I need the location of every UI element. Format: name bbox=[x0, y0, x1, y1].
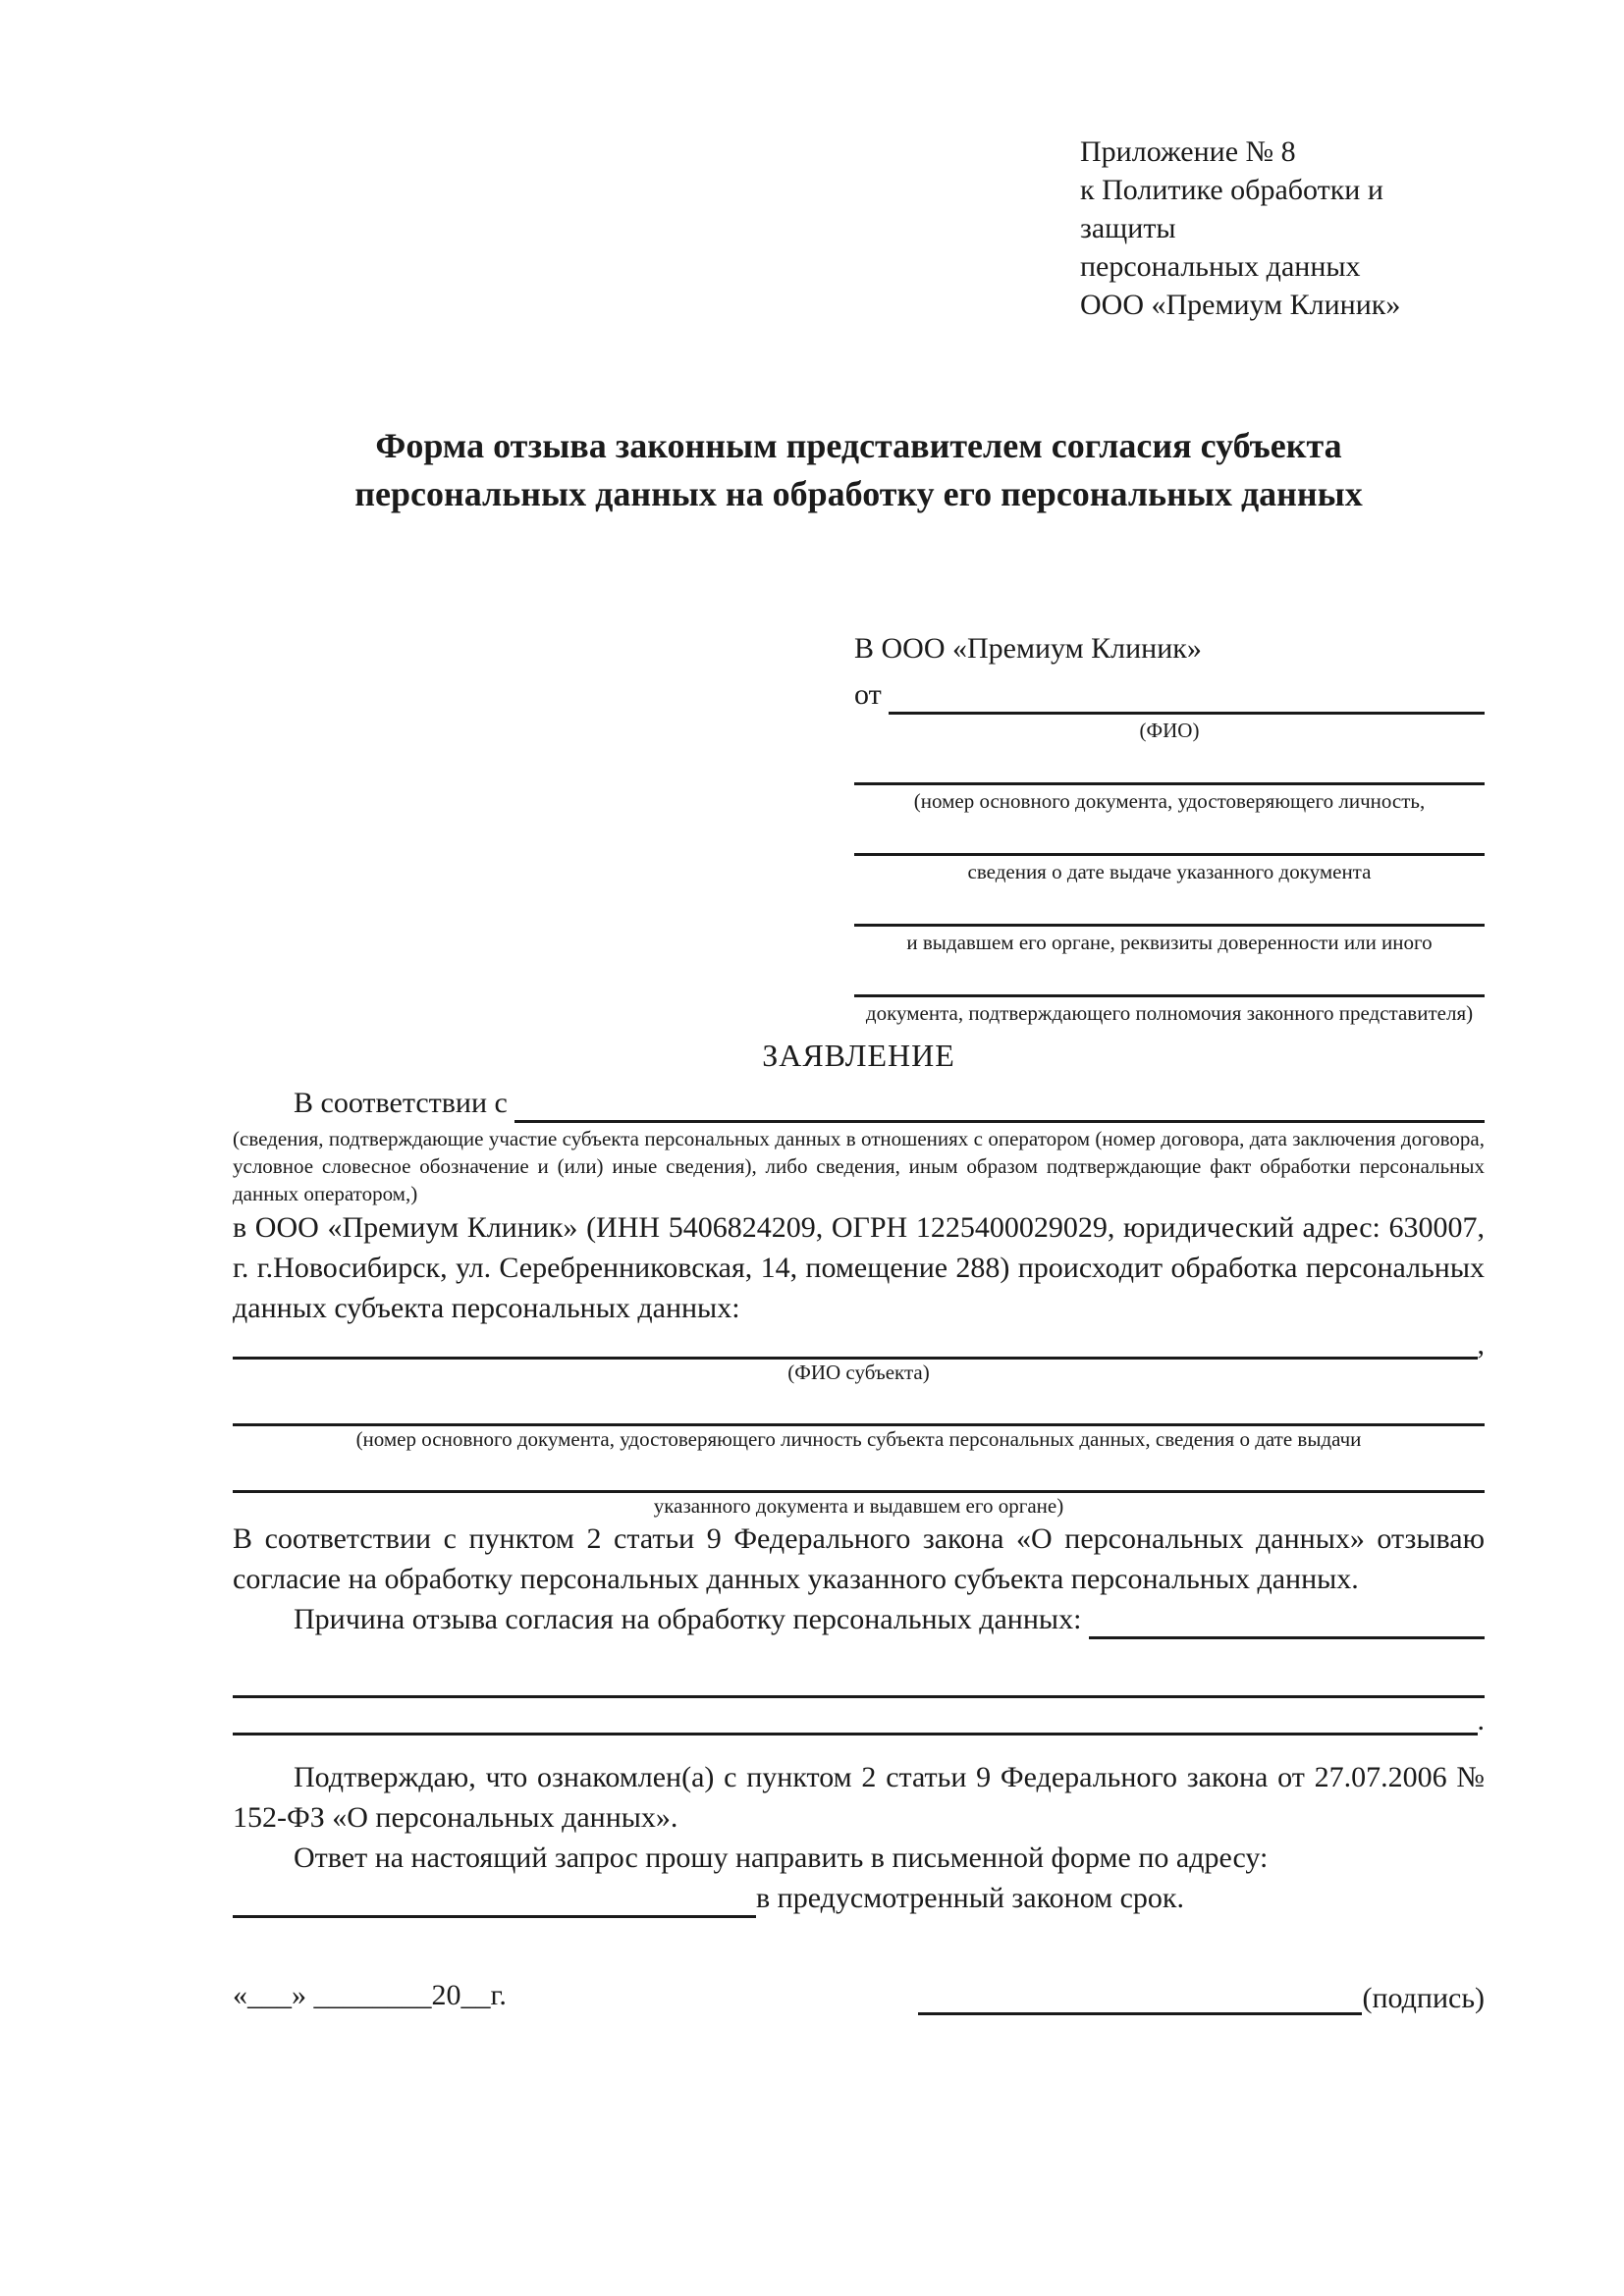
acknowledgement-paragraph: Подтверждаю, что ознакомлен(а) с пунктом 2 статьи 9 Федерального закона от 27.07.2006 № 152-ФЗ «О персональных данных». bbox=[233, 1761, 1485, 1834]
issuing-authority-fill-line bbox=[854, 884, 1485, 927]
reason-fill-line-3 bbox=[233, 1698, 1478, 1735]
response-request-paragraph: Ответ на настоящий запрос прошу направить в письменной форме по адресу: bbox=[294, 1842, 1269, 1874]
issue-date-fill-line bbox=[854, 814, 1485, 856]
operator-paragraph: в ООО «Премиум Клиник» (ИНН 5406824209, ОГРН 1225400029029, юридический адрес: 630007, г. г.Новосибирск, ул. Серебренниковская, 14, помещение 288) происходит обработка персональных данных субъекта персональных данных: bbox=[233, 1211, 1485, 1324]
page-title-line: персональных данных на обработку его персональных данных bbox=[354, 474, 1363, 513]
addressee-from-row bbox=[854, 674, 1485, 715]
subject-doc-fill-line-2 bbox=[233, 1452, 1485, 1493]
date-signature-row bbox=[233, 1975, 1485, 2015]
subject-fio-suffix: , bbox=[1477, 1328, 1485, 1361]
response-address-row bbox=[233, 1878, 1485, 1918]
subject-doc-fill-line bbox=[233, 1385, 1485, 1426]
issuing-authority-caption: и выдавшем его органе, реквизиты доверенности или иного bbox=[906, 931, 1433, 954]
intro-note: (сведения, подтверждающие участие субъекта персональных данных в отношениях с оператором (номер договора, дата заключения договора, условное словесное обозначение и (или) иные сведения), либо сведения, иным образом подтверждающие факт обработки персональных данных оператором,) bbox=[233, 1127, 1485, 1205]
issue-date-caption: сведения о дате выдаче указанного документа bbox=[967, 860, 1372, 883]
response-suffix: в предусмотренный законом срок. bbox=[756, 1882, 1184, 1914]
addressee-to: В ООО «Премиум Клиник» bbox=[854, 632, 1202, 665]
page-title-line: Форма отзыва законным представителем согласия субъекта bbox=[375, 426, 1342, 465]
subject-doc-caption-2: указанного документа и выдавшем его органе) bbox=[653, 1494, 1064, 1518]
authority-doc-caption: документа, подтверждающего полномочия законного представителя) bbox=[865, 1001, 1474, 1025]
reason-row bbox=[233, 1599, 1485, 1639]
page-title bbox=[233, 422, 1485, 518]
identity-doc-caption: (номер основного документа, удостоверяющего личность, bbox=[913, 789, 1426, 813]
signature-fill-line bbox=[918, 1986, 1362, 2015]
date-fill-text: «___» ________20__г. bbox=[233, 1979, 507, 2011]
reason-fill-line bbox=[1089, 1612, 1485, 1639]
signature-caption: (подпись) bbox=[1362, 1982, 1485, 2014]
authority-doc-fill-line bbox=[854, 955, 1485, 997]
fio-fill-line bbox=[889, 687, 1485, 715]
addressee-block bbox=[854, 628, 1485, 1026]
subject-doc-caption-1: (номер основного документа, удостоверяющего личность субъекта персональных данных, сведения о дате выдачи bbox=[355, 1427, 1362, 1451]
appendix-header-line: персональных данных bbox=[1080, 250, 1361, 283]
appendix-header-line: Приложение № 8 bbox=[1080, 135, 1296, 168]
identity-doc-fill-line bbox=[854, 743, 1485, 785]
from-label: от bbox=[854, 678, 890, 711]
appendix-header-line: к Политике обработки и защиты bbox=[1080, 174, 1383, 244]
reason-fill-line-2 bbox=[233, 1657, 1485, 1698]
subject-fio-caption: (ФИО субъекта) bbox=[787, 1361, 930, 1384]
basis-fill-line bbox=[514, 1095, 1485, 1123]
subject-fio-fill-line bbox=[233, 1334, 1478, 1360]
withdrawal-paragraph: В соответствии с пунктом 2 статьи 9 Федерального закона «О персональных данных» отзываю согласие на обработку персональных данных указанного субъекта персональных данных. bbox=[233, 1522, 1485, 1595]
reason-fill-row-3 bbox=[233, 1698, 1485, 1735]
signature-block bbox=[918, 1982, 1485, 2015]
reason-prefix: Причина отзыва согласия на обработку персональных данных: bbox=[294, 1603, 1089, 1635]
subject-fio-row bbox=[233, 1330, 1485, 1360]
blank-line-period: . bbox=[1477, 1704, 1485, 1736]
statement-intro-row bbox=[233, 1083, 1485, 1123]
appendix-header-line: ООО «Премиум Клиник» bbox=[1080, 289, 1401, 321]
appendix-header bbox=[1080, 133, 1485, 324]
fio-caption: (ФИО) bbox=[1139, 719, 1200, 742]
response-address-fill-line bbox=[233, 1887, 756, 1918]
intro-prefix: В соответствии с bbox=[294, 1087, 515, 1119]
statement-heading: ЗАЯВЛЕНИЕ bbox=[762, 1038, 955, 1073]
